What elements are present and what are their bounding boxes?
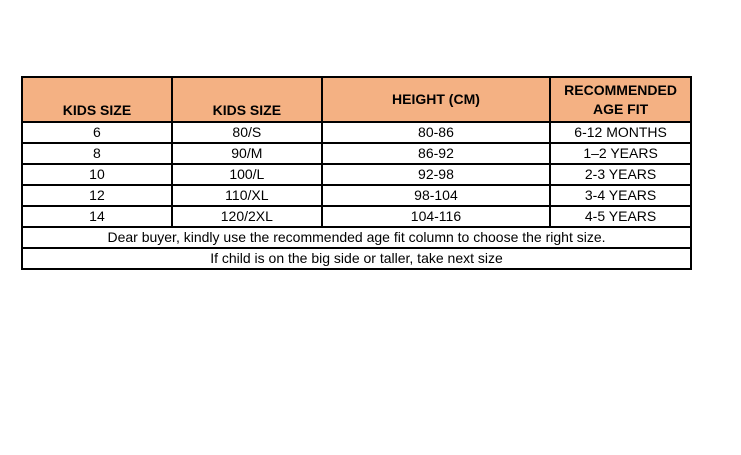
cell-kids-size-number: 6	[22, 122, 172, 143]
table-row	[22, 122, 691, 143]
cell-height: 104-116	[322, 206, 550, 227]
cell-kids-size-number: 12	[22, 185, 172, 206]
cell-age-fit: 3-4 YEARS	[550, 185, 691, 206]
cell-height: 86-92	[322, 143, 550, 164]
header-recommended-line2: AGE FIT	[592, 100, 649, 117]
size-chart-table	[21, 76, 692, 270]
header-recommended-line1: RECOMMENDED	[564, 81, 677, 98]
cell-height: 98-104	[322, 185, 550, 206]
header-kids-size-number: KIDS SIZE	[22, 77, 172, 122]
table-row	[22, 206, 691, 227]
note-row	[22, 248, 691, 269]
cell-kids-size-label: 80/S	[172, 122, 322, 143]
cell-kids-size-number: 10	[22, 164, 172, 185]
cell-kids-size-label: 100/L	[172, 164, 322, 185]
note-row	[22, 227, 691, 248]
note-recommended-age-fit: Dear buyer, kindly use the recommended age fit column to choose the right size.	[22, 227, 691, 248]
cell-height: 92-98	[322, 164, 550, 185]
table-row	[22, 164, 691, 185]
cell-height: 80-86	[322, 122, 550, 143]
table-row	[22, 143, 691, 164]
cell-age-fit: 4-5 YEARS	[550, 206, 691, 227]
table-row	[22, 185, 691, 206]
header-row	[22, 77, 691, 122]
header-height-cm: HEIGHT (CM)	[322, 77, 550, 122]
header-kids-size-label: KIDS SIZE	[172, 77, 322, 122]
cell-kids-size-label: 90/M	[172, 143, 322, 164]
cell-kids-size-label: 120/2XL	[172, 206, 322, 227]
note-take-next-size: If child is on the big side or taller, take next size	[22, 248, 691, 269]
cell-age-fit: 2-3 YEARS	[550, 164, 691, 185]
cell-kids-size-number: 14	[22, 206, 172, 227]
cell-age-fit: 6-12 MONTHS	[550, 122, 691, 143]
cell-kids-size-number: 8	[22, 143, 172, 164]
header-recommended-age-fit	[550, 77, 691, 122]
cell-age-fit: 1–2 YEARS	[550, 143, 691, 164]
cell-kids-size-label: 110/XL	[172, 185, 322, 206]
